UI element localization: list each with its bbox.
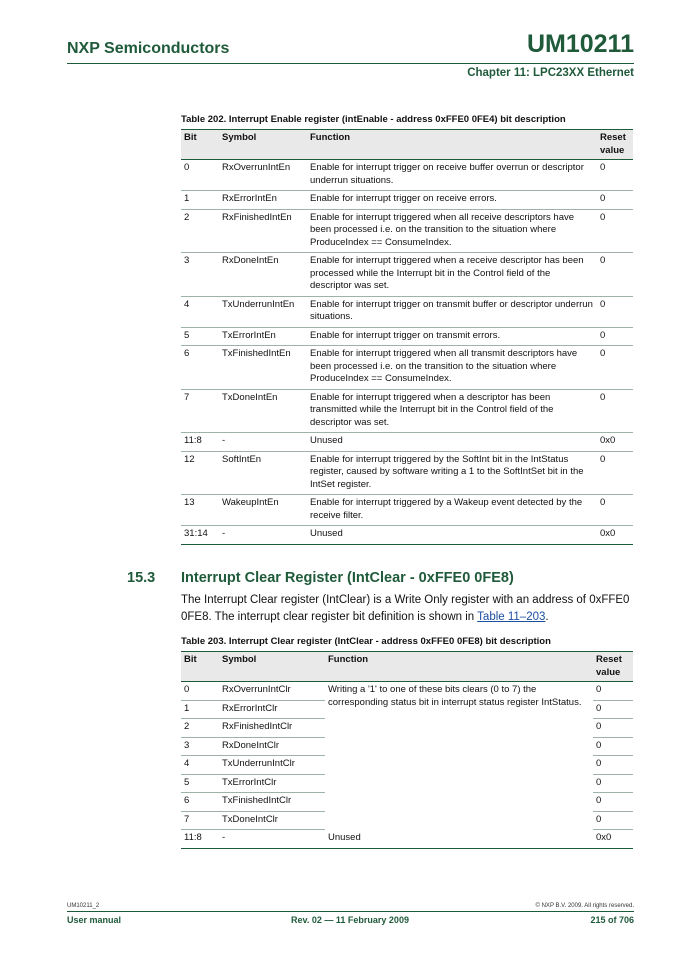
reset-value-cell: 0 bbox=[597, 191, 633, 210]
reset-value-cell: 0 bbox=[593, 811, 633, 830]
bit-cell: 4 bbox=[181, 756, 219, 775]
reset-value-cell: 0 bbox=[597, 209, 633, 253]
symbol-cell: RxErrorIntClr bbox=[219, 700, 325, 719]
symbol-cell: TxFinishedIntClr bbox=[219, 793, 325, 812]
table-row bbox=[181, 451, 633, 495]
symbol-cell: TxErrorIntEn bbox=[219, 327, 307, 346]
function-cell: Enable for interrupt trigger on transmit buffer or descriptor underrun situations. bbox=[307, 296, 597, 327]
table-202 bbox=[181, 129, 633, 545]
function-cell: Enable for interrupt trigger on transmit errors. bbox=[307, 327, 597, 346]
bit-cell: 2 bbox=[181, 209, 219, 253]
bit-cell: 1 bbox=[181, 191, 219, 210]
symbol-cell: TxFinishedIntEn bbox=[219, 346, 307, 390]
bit-cell: 3 bbox=[181, 253, 219, 297]
table-row bbox=[181, 682, 633, 701]
col-header-function: Function bbox=[307, 130, 597, 160]
bit-cell: 6 bbox=[181, 793, 219, 812]
symbol-cell: RxFinishedIntClr bbox=[219, 719, 325, 738]
reset-value-cell: 0 bbox=[597, 253, 633, 297]
table-row bbox=[181, 327, 633, 346]
bit-cell: 0 bbox=[181, 160, 219, 191]
bit-cell: 5 bbox=[181, 774, 219, 793]
symbol-cell: SoftIntEn bbox=[219, 451, 307, 495]
reset-value-cell: 0 bbox=[593, 793, 633, 812]
paragraph-end: . bbox=[545, 611, 549, 623]
symbol-cell: RxDoneIntEn bbox=[219, 253, 307, 297]
footer-divider bbox=[67, 911, 634, 912]
bit-cell: 2 bbox=[181, 719, 219, 738]
bit-cell: 13 bbox=[181, 495, 219, 526]
reset-value-cell: 0 bbox=[597, 327, 633, 346]
table-row bbox=[181, 209, 633, 253]
bit-cell: 1 bbox=[181, 700, 219, 719]
col-header-symbol: Symbol bbox=[219, 130, 307, 160]
symbol-cell: RxOverrunIntEn bbox=[219, 160, 307, 191]
col-header-bit: Bit bbox=[181, 652, 219, 682]
bit-cell: 4 bbox=[181, 296, 219, 327]
symbol-cell: TxDoneIntEn bbox=[219, 389, 307, 433]
table-row bbox=[181, 160, 633, 191]
function-cell: Unused bbox=[307, 433, 597, 452]
table-row bbox=[181, 296, 633, 327]
bit-cell: 6 bbox=[181, 346, 219, 390]
function-cell: Unused bbox=[325, 830, 593, 849]
reset-value-cell: 0 bbox=[597, 451, 633, 495]
symbol-cell: TxDoneIntClr bbox=[219, 811, 325, 830]
reset-value-cell: 0 bbox=[593, 682, 633, 701]
table-203-header-row bbox=[181, 652, 633, 682]
footer-doc-code: UM10211_2 bbox=[67, 903, 100, 909]
symbol-cell: TxUnderrunIntClr bbox=[219, 756, 325, 775]
table-row bbox=[181, 526, 633, 545]
symbol-cell: WakeupIntEn bbox=[219, 495, 307, 526]
merged-function-cell: Writing a '1' to one of these bits clears (0 to 7) the corresponding status bit in interrupt status register IntStatus. bbox=[328, 684, 582, 708]
footer-doc-type: User manual bbox=[67, 915, 122, 925]
reset-value-cell: 0x0 bbox=[597, 433, 633, 452]
bit-cell: 0 bbox=[181, 682, 219, 701]
bit-cell: 7 bbox=[181, 811, 219, 830]
symbol-cell: RxErrorIntEn bbox=[219, 191, 307, 210]
bit-cell: 11:8 bbox=[181, 433, 219, 452]
paragraph-text: The Interrupt Clear register (IntClear) is a Write Only register with an address of 0xFFE0 0FE8. The interrupt clear register bit definition is shown in bbox=[181, 594, 630, 623]
reset-value-cell: 0 bbox=[597, 346, 633, 390]
symbol-cell: TxUnderrunIntEn bbox=[219, 296, 307, 327]
reset-value-cell: 0 bbox=[597, 495, 633, 526]
function-cell: Enable for interrupt trigger on receive buffer overrun or descriptor underrun situations. bbox=[307, 160, 597, 191]
document-id: UM10211 bbox=[526, 30, 634, 58]
symbol-cell: TxErrorIntClr bbox=[219, 774, 325, 793]
reset-value-cell: 0 bbox=[593, 737, 633, 756]
table-203 bbox=[181, 651, 633, 849]
function-cell: Enable for interrupt triggered when all receive descriptors have been processed i.e. on the transition to the situation where ProduceIndex == ConsumeIndex. bbox=[307, 209, 597, 253]
symbol-cell: RxDoneIntClr bbox=[219, 737, 325, 756]
company-name: NXP Semiconductors bbox=[67, 40, 230, 57]
table-row bbox=[181, 346, 633, 390]
footer-page-number: 215 of 706 bbox=[590, 915, 634, 925]
reset-value-cell: 0 bbox=[593, 719, 633, 738]
symbol-cell: - bbox=[219, 830, 325, 849]
col-header-bit: Bit bbox=[181, 130, 219, 160]
function-cell: Unused bbox=[307, 526, 597, 545]
table-202-caption: Table 202. Interrupt Enable register (intEnable - address 0xFFE0 0FE4) bit description bbox=[181, 114, 566, 125]
symbol-cell: RxOverrunIntClr bbox=[219, 682, 325, 701]
col-header-function: Function bbox=[325, 652, 593, 682]
reset-value-cell: 0 bbox=[593, 700, 633, 719]
footer-copyright: © NXP B.V. 2009. All rights reserved. bbox=[535, 903, 634, 909]
section-paragraph bbox=[181, 592, 641, 626]
reset-value-cell: 0 bbox=[597, 160, 633, 191]
function-cell: Enable for interrupt triggered when all transmit descriptors have been processed i.e. on the transition to the situation where ProduceIndex == ConsumeIndex. bbox=[307, 346, 597, 390]
table-row bbox=[181, 433, 633, 452]
col-header-reset: Reset value bbox=[593, 652, 633, 682]
table-row bbox=[181, 389, 633, 433]
table-203-caption: Table 203. Interrupt Clear register (IntClear - address 0xFFE0 0FE8) bit description bbox=[181, 636, 551, 647]
chapter-title: Chapter 11: LPC23XX Ethernet bbox=[467, 67, 634, 79]
section-title: Interrupt Clear Register (IntClear - 0xFFE0 0FE8) bbox=[181, 570, 514, 586]
table-row bbox=[181, 191, 633, 210]
reset-value-cell: 0x0 bbox=[597, 526, 633, 545]
table-203-link[interactable]: Table 11–203 bbox=[477, 611, 546, 623]
function-cell: Enable for interrupt trigger on receive errors. bbox=[307, 191, 597, 210]
header-divider bbox=[67, 63, 634, 64]
symbol-cell: - bbox=[219, 433, 307, 452]
col-header-reset: Reset value bbox=[597, 130, 633, 160]
bit-cell: 7 bbox=[181, 389, 219, 433]
bit-cell: 5 bbox=[181, 327, 219, 346]
bit-cell: 11:8 bbox=[181, 830, 219, 849]
reset-value-cell: 0 bbox=[593, 756, 633, 775]
bit-cell: 3 bbox=[181, 737, 219, 756]
reset-value-cell: 0 bbox=[597, 389, 633, 433]
reset-value-cell: 0 bbox=[593, 774, 633, 793]
bit-cell: 12 bbox=[181, 451, 219, 495]
table-row bbox=[181, 253, 633, 297]
table-row bbox=[181, 495, 633, 526]
function-cell: Enable for interrupt triggered by a Wakeup event detected by the receive filter. bbox=[307, 495, 597, 526]
footer-revision: Rev. 02 — 11 February 2009 bbox=[291, 915, 409, 925]
table-row bbox=[181, 830, 633, 849]
table-202-header-row bbox=[181, 130, 633, 160]
function-cell: Enable for interrupt triggered when a receive descriptor has been processed while the Interrupt bit in the Control field of the descriptor was set. bbox=[307, 253, 597, 297]
reset-value-cell: 0x0 bbox=[593, 830, 633, 849]
bit-cell: 31:14 bbox=[181, 526, 219, 545]
symbol-cell: RxFinishedIntEn bbox=[219, 209, 307, 253]
symbol-cell: - bbox=[219, 526, 307, 545]
col-header-symbol: Symbol bbox=[219, 652, 325, 682]
reset-value-cell: 0 bbox=[597, 296, 633, 327]
function-cell: Enable for interrupt triggered when a descriptor has been transmitted while the Interrupt bit in the Control field of the descriptor was set. bbox=[307, 389, 597, 433]
section-number: 15.3 bbox=[127, 570, 156, 586]
function-cell: Enable for interrupt triggered by the SoftInt bit in the IntStatus register, caused by software writing a 1 to the SoftIntSet bit in the IntSet register. bbox=[307, 451, 597, 495]
